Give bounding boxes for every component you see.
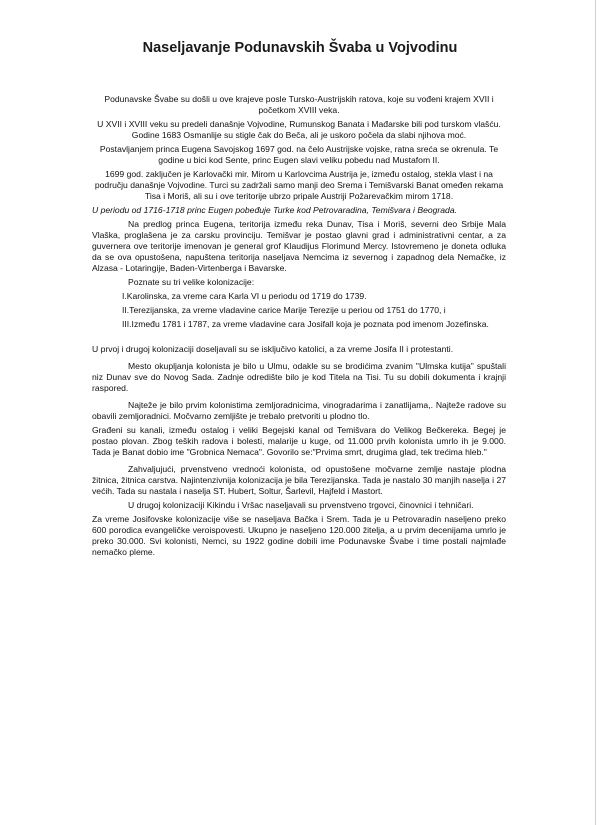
paragraph-canals: Građeni su kanali, između ostalog i veliki Begejski kanal od Temišvara do Velikog Bečkereka. Begej je postao plovan. Zbog teških radova i bolesti, malarije u kuge, od 11.000 prvih kolonista umrlo ih je 9.000. Tada je Banat dobio ime "Grobnica Nemaca". Govorilo se:"Prvima smrt, drugima glad, tek trećima hleb." — [92, 425, 506, 457]
document-title: Naseljavanje Podunavskih Švaba u Vojvodinu — [142, 40, 458, 56]
paragraph-prince-eugene: Postavljanjem princa Eugena Savojskog 1697 god. na čelo Austrijske vojske, ratna sreća se okrenula. Te godine u bici kod Sente, princ Eugen slavi veliku pobedu nad Mustafom II. — [99, 144, 499, 165]
paragraph-ulm: Mesto okupljanja kolonista je bilo u Ulmu, odakle su se brodićima zvanim "Ulmska kutija" spuštali niz Dunav sve do Novog Sada. Zadnje odredište bilo je kod Titela na Tisi. Tu su dobili dokumenta i krajnji raspored. — [92, 361, 506, 393]
paragraph-josephine: Za vreme Josifovske kolonizacije više se naseljava Bačka i Srem. Tada je u Petrovaradin naseljeno preko 600 porodica evangeličke veroispovesti. Ukupno je naseljeno 120.000 žitelja, a u prvim decenijama umrlo je preko 30.000. Svi kolonisti, Nemci, su 1922 godine dobili ime Podunavske Švabe i time postali najmlađe nemačko pleme. — [92, 514, 506, 557]
list-item: II.Terezijanska, za vreme vladavine carice Marije Terezije u periou od 1751 do 1770, i — [122, 305, 446, 315]
paragraph-victories: U periodu od 1716-1718 princ Eugen pobeđuje Turke kod Petrovaradina, Temišvara i Beograda. — [92, 205, 457, 215]
paragraph-karlovci-peace: 1699 god. zaključen je Karlovački mir. Mirom u Karlovcima Austrija je, između ostalog, stekla vlast i na području današnje Vojvodine. Turci su zadržali samo manji deo Srema i Temišvarski Banat omeđen rekama Tisa i Moriš, ali su i ove teritorije ubrzo pripale Austriji Požarevačkim mirom 1718. — [94, 169, 504, 201]
paragraph-turkish-rule: U XVII i XVIII veku su predeli današnje Vojvodine, Rumunskog Banata i Mađarske bili pod turskom vlašću. Godine 1683 Osmanlije su stigle čak do Beča, ali je uskoro počela da slabi njihova moć. — [97, 119, 501, 140]
page-edge — [595, 0, 596, 825]
document-body — [92, 94, 506, 558]
paragraph-hardship: Najteže je bilo prvim kolonistima zemljoradnicima, vinogradarima i zanatlijama,. Najteže radove su obavili zemljoradnici. Močvarno zemljište je trebalo pretvoriti u plodno tlo. — [92, 400, 506, 421]
paragraph-province: Na predlog princa Eugena, teritorija između reka Dunav, Tisa i Moriš, severni deo Srbije Mala Vlaška, proglašena je za carsku provinciju. Temišvar je postao glavni grad i administrativni centar, a za guvernera ove teritorije imenovan je general grof Klaudijus Florimund Mercy. Istovremeno je doneta odluka da se ova opustošena, napuštena teritorija naseljava Nemcima iz severnog i zapadnog dela Nemačke, iz Alzasa - Lotaringije, Baden-Virtenberga i Bavarske. — [92, 219, 506, 273]
colonization-list — [92, 291, 506, 330]
list-item: I.Karolinska, za vreme cara Karla VI u periodu od 1719 do 1739. — [122, 291, 367, 301]
paragraph-religion: U prvoj i drugoj kolonizaciji doseljavali su se isključivo katolici, a za vreme Josifa II i protestanti. — [92, 344, 454, 354]
list-item: III.Između 1781 i 1787, za vreme vladavine cara Josifall koja je poznata pod imenom Jozefinska. — [122, 319, 489, 329]
paragraph-kikinda: U drugoj kolonizaciji Kikindu i Vršac naseljavali su prvenstveno trgovci, činovnici i tehničari. — [128, 500, 474, 510]
paragraph-colonizations-intro: Poznate su tri velike kolonizacije: — [128, 277, 255, 287]
paragraph-intro: Podunavske Švabe su došli u ove krajeve posle Tursko-Austrijskih ratova, koje su vođeni krajem XVII i početkom XVIII veka. — [104, 94, 494, 115]
paragraph-granary: Zahvaljujući, prvenstveno vrednoći kolonista, od opustošene močvarne zemlje nastaje plodna žitnica, žitnica carstva. Najintenzivnija kolonizacija je bila Terezijanska. Tada je nastalo 30 manjih naselja i 27 većih. Tada su nastala i naselja ST. Hubert, Soltur, Šarlevil, Hajfeld i Mastort. — [92, 464, 506, 496]
